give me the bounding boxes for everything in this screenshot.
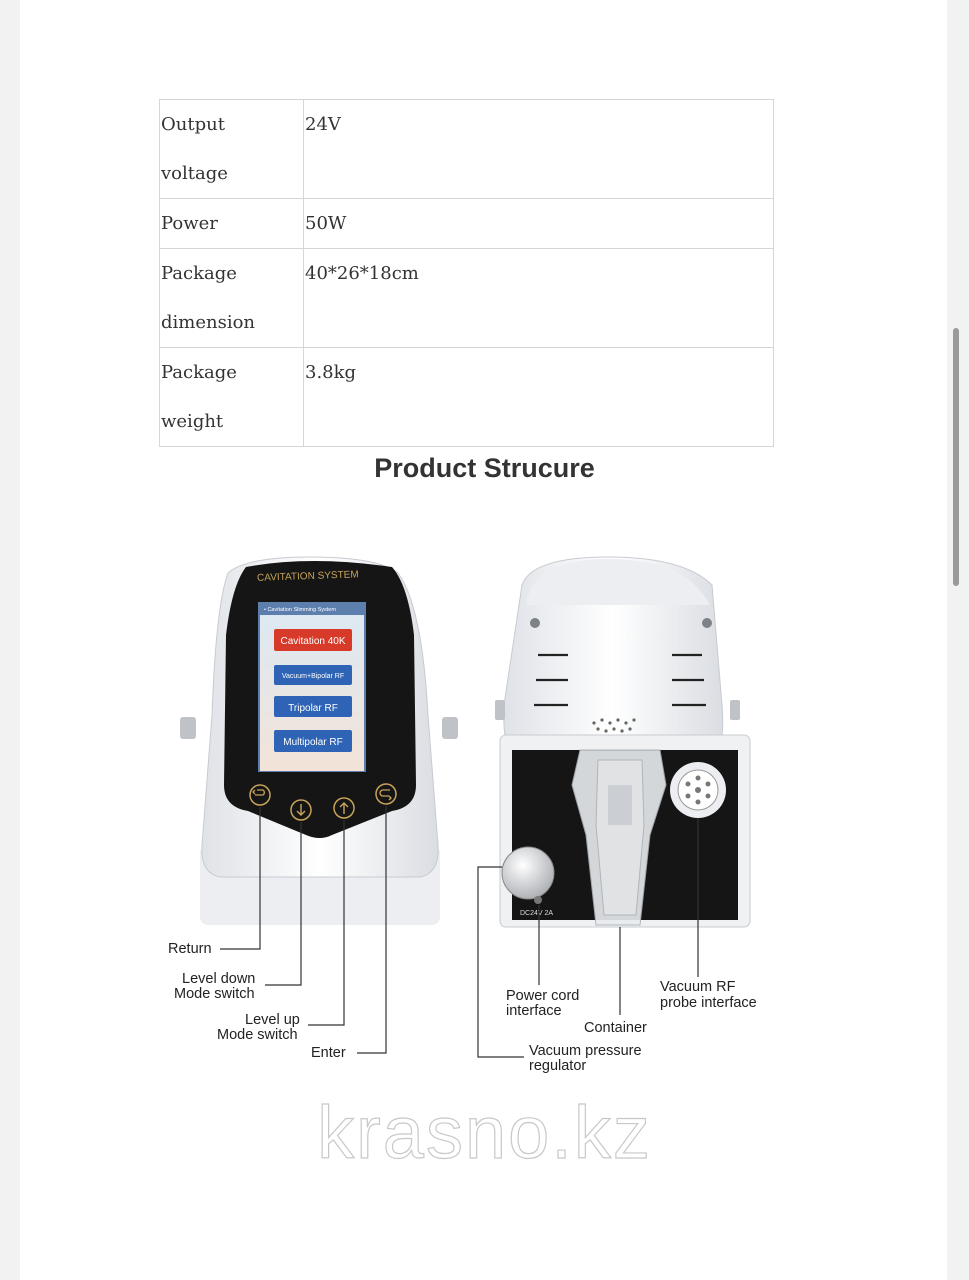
mode-label: Tripolar RF — [288, 703, 338, 714]
mode-label: Cavitation 40K — [280, 636, 346, 647]
arrow-up-icon[interactable] — [334, 798, 354, 818]
mode-label: Multipolar RF — [283, 737, 343, 748]
return-icon[interactable] — [250, 785, 270, 805]
vacuum-rf-interface[interactable] — [670, 762, 726, 818]
power-port — [534, 896, 542, 904]
spec-label: Output voltage — [160, 100, 304, 199]
label-vacuum-rf: Vacuum RF — [660, 979, 736, 995]
table-row — [160, 100, 774, 199]
enter-icon[interactable] — [376, 784, 396, 804]
front-device — [180, 557, 458, 925]
power-marking: DC24V 2A — [520, 910, 554, 917]
label-return: Return — [168, 941, 212, 957]
back-device — [495, 557, 750, 927]
label-power-cord: Power cord — [506, 988, 580, 1004]
watermark: krasno.kz — [317, 1091, 652, 1174]
spec-table — [159, 99, 774, 447]
spec-label: Power — [160, 199, 304, 249]
table-row — [160, 348, 774, 447]
spec-value: 3.8kg — [304, 348, 774, 447]
label-level-down: Level down — [182, 971, 256, 987]
mode-label: Vacuum+Bipolar RF — [281, 673, 345, 680]
label-vacuum-pressure-regulator: regulator — [529, 1058, 587, 1074]
label-power-cord-interface: interface — [506, 1003, 562, 1019]
spec-value: 24V — [304, 100, 774, 199]
label-level-down-mode: Mode switch — [174, 986, 255, 1002]
table-row — [160, 249, 774, 348]
product-structure-figure — [160, 545, 820, 1090]
arrow-down-icon[interactable] — [291, 800, 311, 820]
spec-value: 50W — [304, 199, 774, 249]
label-level-up: Level up — [245, 1012, 300, 1028]
label-vacuum-rf-probe: probe interface — [660, 995, 757, 1011]
spec-label: Package weight — [160, 348, 304, 447]
label-enter: Enter — [311, 1045, 346, 1061]
screen-title: • Cavitation Slimming System — [264, 607, 336, 613]
section-title: Product Strucure — [374, 453, 595, 483]
spec-value: 40*26*18cm — [304, 249, 774, 348]
label-container: Container — [584, 1020, 647, 1036]
label-level-up-mode: Mode switch — [217, 1027, 298, 1043]
vacuum-pressure-knob[interactable] — [502, 847, 554, 899]
device-header-text: CAVITATION SYSTEM — [256, 569, 359, 584]
table-row — [160, 199, 774, 249]
label-vacuum-pressure: Vacuum pressure — [529, 1043, 642, 1059]
spec-label: Package dimension — [160, 249, 304, 348]
